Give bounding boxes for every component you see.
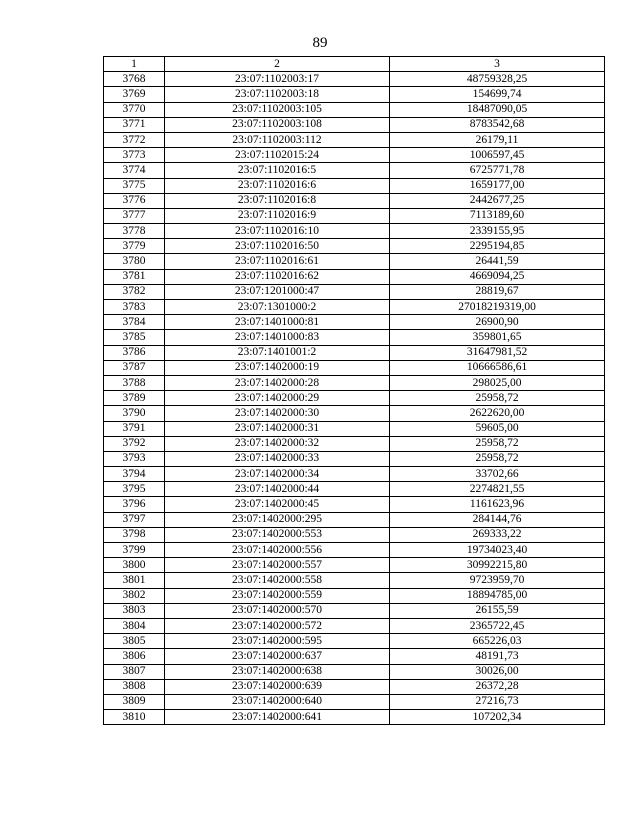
table-row <box>104 664 605 679</box>
value-cell: 10666586,61 <box>390 360 605 375</box>
row-number-cell: 3804 <box>104 618 165 633</box>
value-cell: 28819,67 <box>390 284 605 299</box>
value-cell: 2274821,55 <box>390 482 605 497</box>
value-cell: 19734023,40 <box>390 543 605 558</box>
cadastral-id-cell: 23:07:1401000:81 <box>165 315 390 330</box>
cadastral-id-cell: 23:07:1102016:6 <box>165 178 390 193</box>
table-row <box>104 573 605 588</box>
value-cell: 154699,74 <box>390 87 605 102</box>
table-row <box>104 87 605 102</box>
table-body <box>104 72 605 725</box>
cadastral-id-cell: 23:07:1102003:112 <box>165 132 390 147</box>
value-cell: 284144,76 <box>390 512 605 527</box>
table-row <box>104 254 605 269</box>
cadastral-id-cell: 23:07:1402000:29 <box>165 391 390 406</box>
row-number-cell: 3772 <box>104 132 165 147</box>
row-number-cell: 3800 <box>104 558 165 573</box>
value-cell: 2339155,95 <box>390 224 605 239</box>
table-row <box>104 497 605 512</box>
row-number-cell: 3780 <box>104 254 165 269</box>
row-number-cell: 3798 <box>104 527 165 542</box>
table-row <box>104 224 605 239</box>
table-row <box>104 710 605 725</box>
cadastral-id-cell: 23:07:1402000:595 <box>165 634 390 649</box>
value-cell: 31647981,52 <box>390 345 605 360</box>
value-cell: 27216,73 <box>390 694 605 709</box>
cadastral-id-cell: 23:07:1402000:556 <box>165 543 390 558</box>
cadastral-id-cell: 23:07:1102003:18 <box>165 87 390 102</box>
value-cell: 7113189,60 <box>390 208 605 223</box>
row-number-cell: 3789 <box>104 391 165 406</box>
value-cell: 107202,34 <box>390 710 605 725</box>
value-cell: 59605,00 <box>390 421 605 436</box>
table-row <box>104 269 605 284</box>
row-number-cell: 3792 <box>104 436 165 451</box>
value-cell: 48191,73 <box>390 649 605 664</box>
row-number-cell: 3769 <box>104 87 165 102</box>
value-cell: 1659177,00 <box>390 178 605 193</box>
cadastral-id-cell: 23:07:1402000:19 <box>165 360 390 375</box>
table-row <box>104 239 605 254</box>
row-number-cell: 3795 <box>104 482 165 497</box>
value-cell: 2295194,85 <box>390 239 605 254</box>
value-cell: 2442677,25 <box>390 193 605 208</box>
value-cell: 9723959,70 <box>390 573 605 588</box>
cadastral-id-cell: 23:07:1102003:108 <box>165 117 390 132</box>
row-number-cell: 3774 <box>104 163 165 178</box>
table-row <box>104 315 605 330</box>
table-row <box>104 208 605 223</box>
row-number-cell: 3796 <box>104 497 165 512</box>
value-cell: 30026,00 <box>390 664 605 679</box>
cadastral-id-cell: 23:07:1402000:639 <box>165 679 390 694</box>
table-row <box>104 527 605 542</box>
value-cell: 1161623,96 <box>390 497 605 512</box>
cadastral-id-cell: 23:07:1402000:572 <box>165 618 390 633</box>
table-header <box>104 57 605 72</box>
table-row <box>104 543 605 558</box>
cadastral-id-cell: 23:07:1102015:24 <box>165 148 390 163</box>
value-cell: 1006597,45 <box>390 148 605 163</box>
value-cell: 48759328,25 <box>390 72 605 87</box>
cadastral-id-cell: 23:07:1102003:105 <box>165 102 390 117</box>
value-cell: 269333,22 <box>390 527 605 542</box>
table-row <box>104 482 605 497</box>
row-number-cell: 3784 <box>104 315 165 330</box>
table-row <box>104 300 605 315</box>
table-row <box>104 132 605 147</box>
row-number-cell: 3802 <box>104 588 165 603</box>
cadastral-id-cell: 23:07:1102016:50 <box>165 239 390 254</box>
cadastral-id-cell: 23:07:1401000:83 <box>165 330 390 345</box>
cadastral-id-cell: 23:07:1402000:44 <box>165 482 390 497</box>
value-cell: 26155,59 <box>390 603 605 618</box>
value-cell: 25958,72 <box>390 451 605 466</box>
value-cell: 6725771,78 <box>390 163 605 178</box>
value-cell: 25958,72 <box>390 436 605 451</box>
table-row <box>104 421 605 436</box>
cadastral-id-cell: 23:07:1102016:5 <box>165 163 390 178</box>
cadastral-id-cell: 23:07:1402000:33 <box>165 451 390 466</box>
cadastral-id-cell: 23:07:1402000:32 <box>165 436 390 451</box>
row-number-cell: 3776 <box>104 193 165 208</box>
cadastral-id-cell: 23:07:1402000:30 <box>165 406 390 421</box>
row-number-cell: 3785 <box>104 330 165 345</box>
table-row <box>104 512 605 527</box>
value-cell: 26900,90 <box>390 315 605 330</box>
cadastral-id-cell: 23:07:1402000:34 <box>165 467 390 482</box>
row-number-cell: 3799 <box>104 543 165 558</box>
cadastral-id-cell: 23:07:1201000:47 <box>165 284 390 299</box>
row-number-cell: 3793 <box>104 451 165 466</box>
table-row <box>104 406 605 421</box>
cadastral-id-cell: 23:07:1402000:553 <box>165 527 390 542</box>
row-number-cell: 3771 <box>104 117 165 132</box>
value-cell: 665226,03 <box>390 634 605 649</box>
row-number-cell: 3781 <box>104 269 165 284</box>
table-row <box>104 588 605 603</box>
value-cell: 359801,65 <box>390 330 605 345</box>
cadastral-id-cell: 23:07:1102016:9 <box>165 208 390 223</box>
header-row <box>104 57 605 72</box>
row-number-cell: 3787 <box>104 360 165 375</box>
table-row <box>104 618 605 633</box>
table-row <box>104 679 605 694</box>
cadastral-id-cell: 23:07:1402000:28 <box>165 375 390 390</box>
value-cell: 2622620,00 <box>390 406 605 421</box>
table-row <box>104 436 605 451</box>
column-header-value: 3 <box>390 57 605 72</box>
row-number-cell: 3778 <box>104 224 165 239</box>
row-number-cell: 3773 <box>104 148 165 163</box>
value-cell: 4669094,25 <box>390 269 605 284</box>
cadastral-id-cell: 23:07:1402000:570 <box>165 603 390 618</box>
row-number-cell: 3770 <box>104 102 165 117</box>
table-row <box>104 330 605 345</box>
table-row <box>104 148 605 163</box>
value-cell: 26441,59 <box>390 254 605 269</box>
row-number-cell: 3768 <box>104 72 165 87</box>
cadastral-id-cell: 23:07:1402000:558 <box>165 573 390 588</box>
row-number-cell: 3782 <box>104 284 165 299</box>
row-number-cell: 3807 <box>104 664 165 679</box>
table-row <box>104 558 605 573</box>
cadastral-id-cell: 23:07:1402000:559 <box>165 588 390 603</box>
table-row <box>104 694 605 709</box>
table-row <box>104 375 605 390</box>
table-row <box>104 178 605 193</box>
row-number-cell: 3788 <box>104 375 165 390</box>
value-cell: 8783542,68 <box>390 117 605 132</box>
cadastral-id-cell: 23:07:1301000:2 <box>165 300 390 315</box>
row-number-cell: 3790 <box>104 406 165 421</box>
cadastral-id-cell: 23:07:1402000:295 <box>165 512 390 527</box>
table-row <box>104 345 605 360</box>
row-number-cell: 3777 <box>104 208 165 223</box>
table-row <box>104 102 605 117</box>
table-row <box>104 163 605 178</box>
row-number-cell: 3803 <box>104 603 165 618</box>
table-row <box>104 467 605 482</box>
column-header-cadastral-id: 2 <box>165 57 390 72</box>
row-number-cell: 3783 <box>104 300 165 315</box>
cadastral-id-cell: 23:07:1402000:31 <box>165 421 390 436</box>
cadastral-id-cell: 23:07:1402000:637 <box>165 649 390 664</box>
value-cell: 18487090,05 <box>390 102 605 117</box>
value-cell: 26179,11 <box>390 132 605 147</box>
row-number-cell: 3779 <box>104 239 165 254</box>
table-row <box>104 284 605 299</box>
value-cell: 2365722,45 <box>390 618 605 633</box>
table-row <box>104 360 605 375</box>
value-cell: 27018219319,00 <box>390 300 605 315</box>
table-row <box>104 72 605 87</box>
cadastral-id-cell: 23:07:1102016:62 <box>165 269 390 284</box>
row-number-cell: 3810 <box>104 710 165 725</box>
value-cell: 25958,72 <box>390 391 605 406</box>
cadastral-id-cell: 23:07:1102016:10 <box>165 224 390 239</box>
row-number-cell: 3794 <box>104 467 165 482</box>
page-number: 89 <box>312 35 328 51</box>
cadastral-id-cell: 23:07:1402000:640 <box>165 694 390 709</box>
table-row <box>104 117 605 132</box>
table-row <box>104 603 605 618</box>
cadastral-id-cell: 23:07:1402000:641 <box>165 710 390 725</box>
row-number-cell: 3808 <box>104 679 165 694</box>
cadastral-id-cell: 23:07:1102016:61 <box>165 254 390 269</box>
row-number-cell: 3801 <box>104 573 165 588</box>
table-row <box>104 634 605 649</box>
value-cell: 33702,66 <box>390 467 605 482</box>
table-row <box>104 391 605 406</box>
value-cell: 30992215,80 <box>390 558 605 573</box>
row-number-cell: 3805 <box>104 634 165 649</box>
registry-table <box>103 56 605 725</box>
table-row <box>104 193 605 208</box>
column-header-number: 1 <box>104 57 165 72</box>
value-cell: 298025,00 <box>390 375 605 390</box>
row-number-cell: 3797 <box>104 512 165 527</box>
cadastral-id-cell: 23:07:1402000:45 <box>165 497 390 512</box>
table-row <box>104 451 605 466</box>
value-cell: 18894785,00 <box>390 588 605 603</box>
cadastral-id-cell: 23:07:1102003:17 <box>165 72 390 87</box>
cadastral-id-cell: 23:07:1102016:8 <box>165 193 390 208</box>
row-number-cell: 3786 <box>104 345 165 360</box>
cadastral-id-cell: 23:07:1402000:557 <box>165 558 390 573</box>
cadastral-id-cell: 23:07:1401001:2 <box>165 345 390 360</box>
cadastral-id-cell: 23:07:1402000:638 <box>165 664 390 679</box>
value-cell: 26372,28 <box>390 679 605 694</box>
row-number-cell: 3775 <box>104 178 165 193</box>
row-number-cell: 3809 <box>104 694 165 709</box>
table-row <box>104 649 605 664</box>
row-number-cell: 3806 <box>104 649 165 664</box>
row-number-cell: 3791 <box>104 421 165 436</box>
